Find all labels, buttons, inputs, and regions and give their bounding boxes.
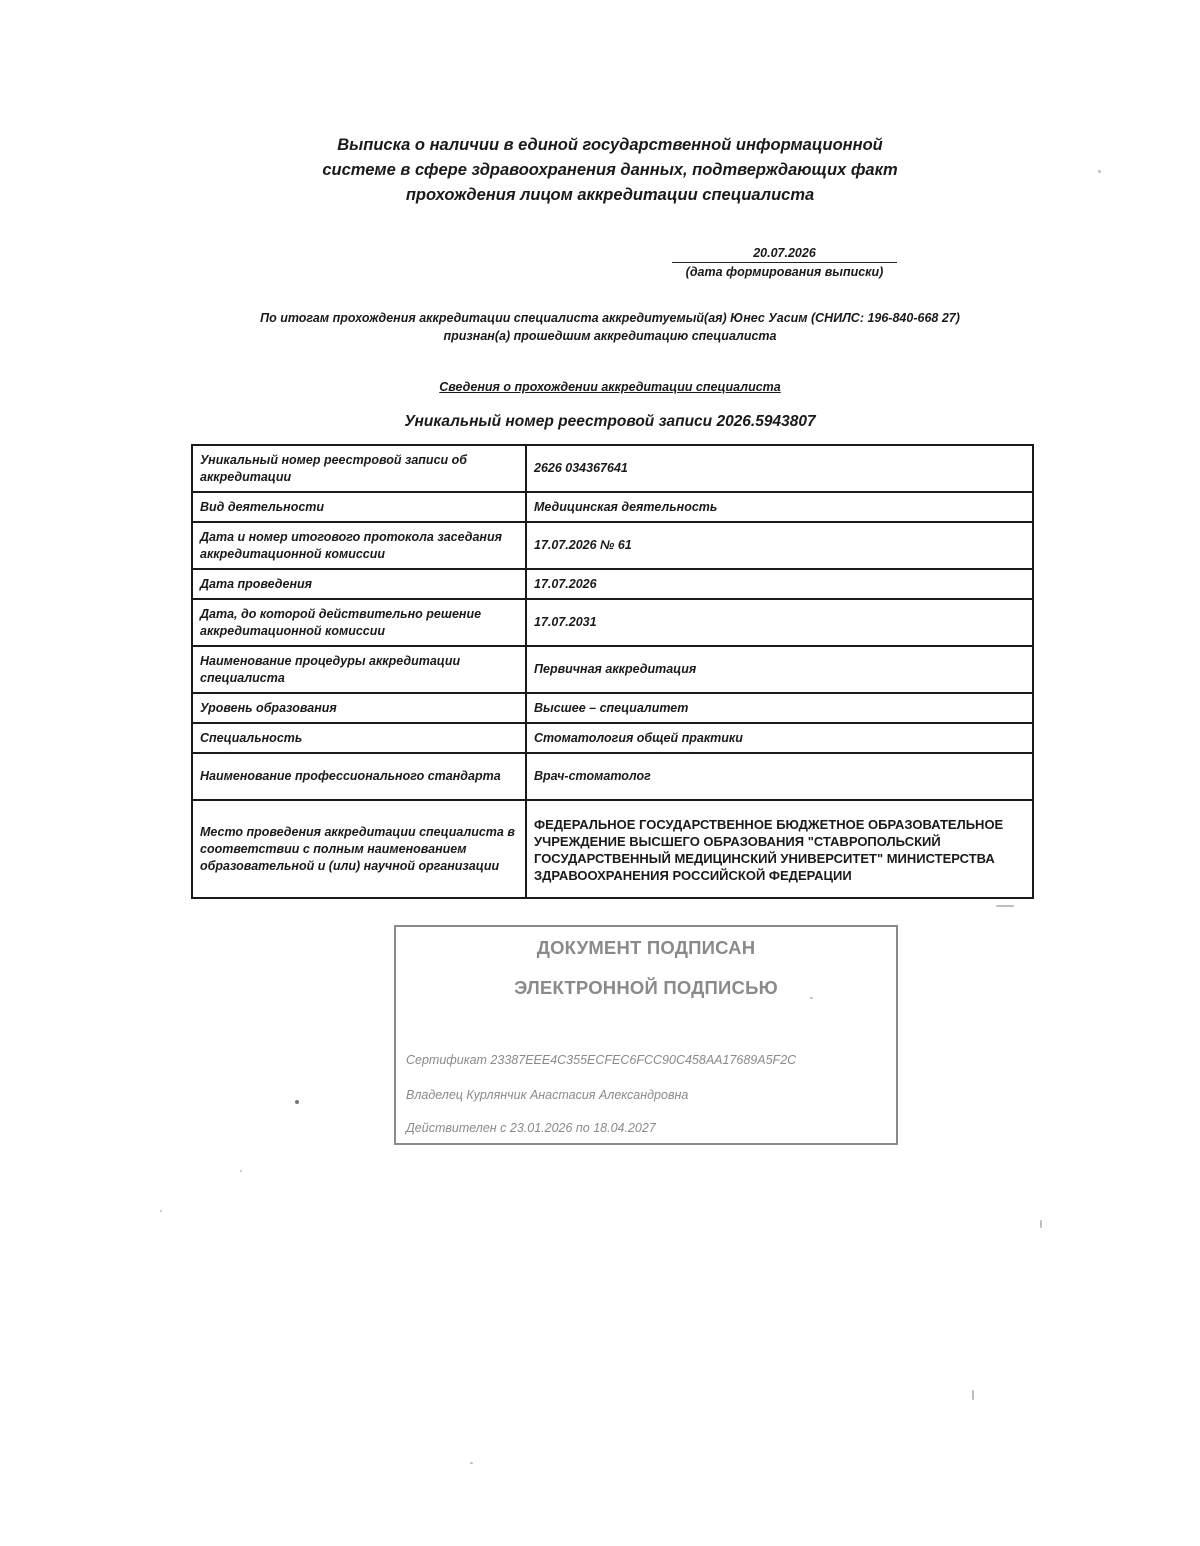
- scan-speck: [996, 905, 1014, 907]
- row-value: 17.07.2031: [526, 599, 1033, 646]
- row-value: Врач-стоматолог: [526, 753, 1033, 800]
- row-value: 2626 034367641: [526, 445, 1033, 492]
- table-row: [192, 693, 1033, 723]
- stamp-title-line: ЭЛЕКТРОННОЙ ПОДПИСЬЮ: [514, 977, 778, 998]
- document-title: [300, 133, 920, 208]
- registry-number-line: Уникальный номер реестровой записи 2026.5943807: [404, 413, 816, 430]
- row-label: Дата, до которой действительно решение аккредитационной комиссии: [192, 599, 526, 646]
- row-label: Уникальный номер реестровой записи об аккредитации: [192, 445, 526, 492]
- title-line: прохождения лицом аккредитации специалиста: [405, 186, 815, 204]
- row-label: Место проведения аккредитации специалиста в соответствии с полным наименованием образовательной и (или) научной организации: [192, 800, 526, 898]
- intro-line: По итогам прохождения аккредитации специалиста аккредитуемый(ая) Юнес Уасим (СНИЛС: 196-840-668 27): [260, 311, 960, 325]
- table-row: [192, 492, 1033, 522]
- stamp-certificate: Сертификат 23387EEE4C355ECFEC6FCC90C458AA17689A5F2C: [406, 1053, 797, 1067]
- row-label: Специальность: [192, 723, 526, 753]
- title-line: Выписка о наличии в единой государственной информационной: [337, 136, 883, 154]
- title-line: системе в сфере здравоохранения данных, подтверждающих факт: [322, 161, 898, 179]
- intro-paragraph: [200, 309, 1020, 345]
- table-row: [192, 646, 1033, 693]
- table-row: [192, 723, 1033, 753]
- scan-speck: [810, 997, 813, 999]
- electronic-signature-stamp: [394, 925, 898, 1145]
- formation-date-block: [672, 245, 897, 281]
- row-label: Наименование процедуры аккредитации специалиста: [192, 646, 526, 693]
- scan-speck: [972, 1390, 974, 1400]
- scan-speck: [1098, 170, 1101, 173]
- table-row: [192, 522, 1033, 569]
- scan-speck: [160, 1210, 162, 1212]
- stamp-owner: Владелец Курлянчик Анастасия Александровна: [406, 1088, 689, 1102]
- table-row: [192, 569, 1033, 599]
- row-label: Дата проведения: [192, 569, 526, 599]
- row-label: Дата и номер итогового протокола заседания аккредитационной комиссии: [192, 522, 526, 569]
- intro-line: признан(а) прошедшим аккредитацию специалиста: [443, 329, 777, 343]
- row-value: Высшее – специалитет: [526, 693, 1033, 723]
- scan-speck: [1040, 1220, 1042, 1228]
- row-value: Медицинская деятельность: [526, 492, 1033, 522]
- row-value: 17.07.2026 № 61: [526, 522, 1033, 569]
- scan-speck: [470, 1462, 473, 1464]
- stamp-title-line: ДОКУМЕНТ ПОДПИСАН: [536, 937, 756, 958]
- row-value: ФЕДЕРАЛЬНОЕ ГОСУДАРСТВЕННОЕ БЮДЖЕТНОЕ ОБРАЗОВАТЕЛЬНОЕ УЧРЕЖДЕНИЕ ВЫСШЕГО ОБРАЗОВАНИЯ "СТАВРОПОЛЬСКИЙ ГОСУДАРСТВЕННЫЙ МЕДИЦИНСКИЙ УНИВЕРСИТЕТ" МИНИСТЕРСТВА ЗДРАВООХРАНЕНИЯ РОССИЙСКОЙ ФЕДЕРАЦИИ: [526, 800, 1033, 898]
- table-row: [192, 800, 1033, 898]
- accreditation-info-table: [191, 444, 1034, 899]
- stamp-validity: Действителен с 23.01.2026 по 18.04.2027: [406, 1121, 656, 1135]
- table-row: [192, 445, 1033, 492]
- row-value: Стоматология общей практики: [526, 723, 1033, 753]
- table-row: [192, 753, 1033, 800]
- row-value: 17.07.2026: [526, 569, 1033, 599]
- row-label: Уровень образования: [192, 693, 526, 723]
- formation-date-caption: (дата формирования выписки): [685, 265, 884, 279]
- row-label: Наименование профессионального стандарта: [192, 753, 526, 800]
- scan-speck: [240, 1170, 242, 1172]
- row-value: Первичная аккредитация: [526, 646, 1033, 693]
- table-row: [192, 599, 1033, 646]
- formation-date: 20.07.2026: [672, 245, 897, 263]
- row-label: Вид деятельности: [192, 492, 526, 522]
- scan-speck: [295, 1100, 299, 1104]
- section-heading: Сведения о прохождении аккредитации специалиста: [439, 380, 781, 394]
